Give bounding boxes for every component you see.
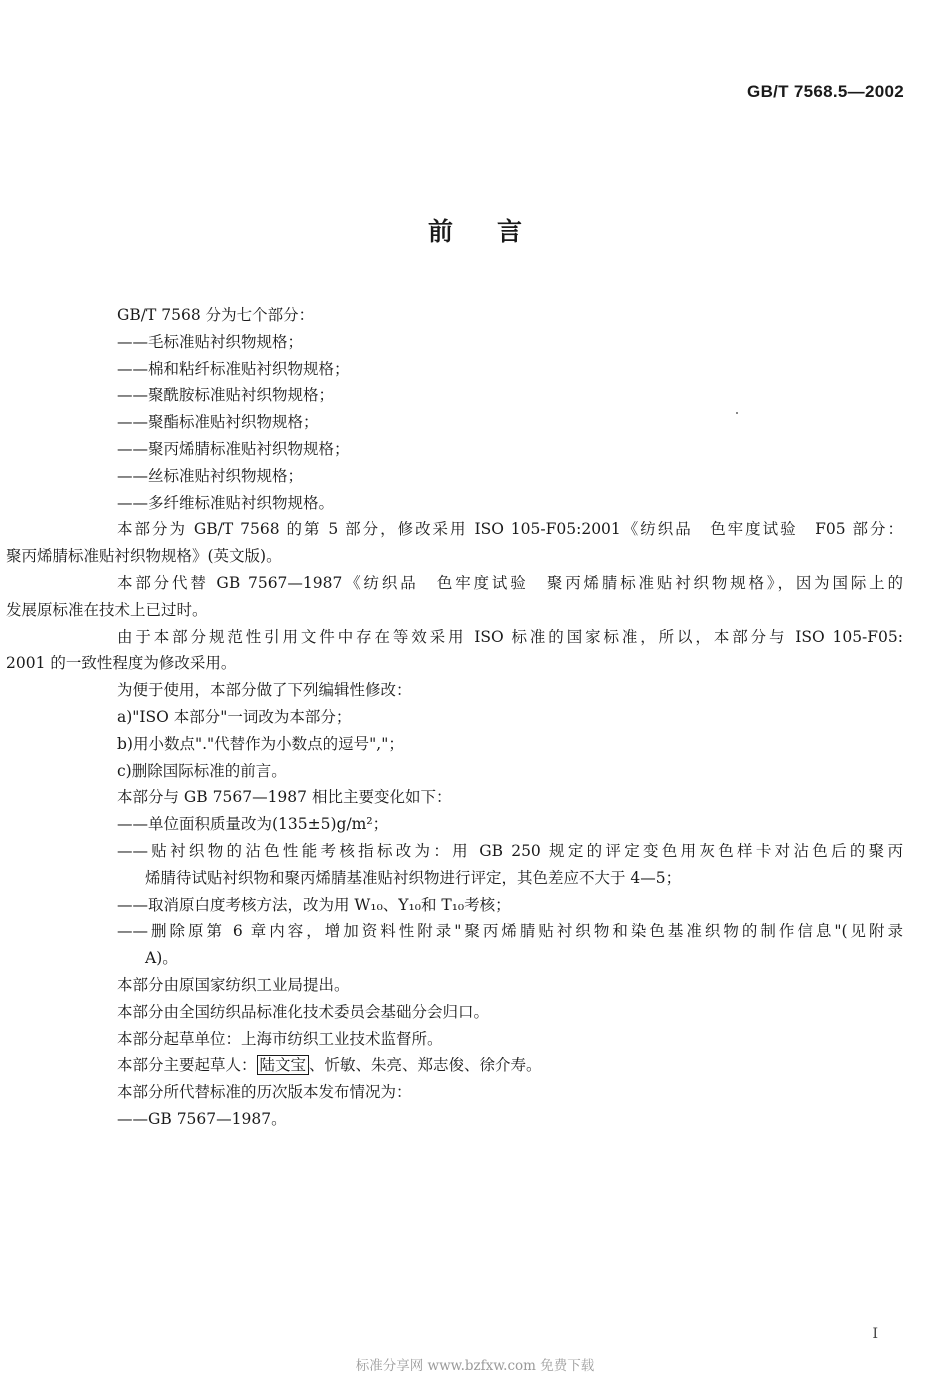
list-item: a)"ISO 本部分"一词改为本部分；: [117, 707, 352, 726]
list-item: ——删除原第 6 章内容，增加资料性附录"聚丙烯腈贴衬织物和染色基准织物的制作信息"(见附录: [117, 922, 903, 941]
text-line: ——聚丙烯腈标准贴衬织物规格；: [117, 439, 350, 458]
text-line: 为便于使用，本部分做了下列编辑性修改：: [117, 681, 412, 700]
boxed-drafter-name: 陆文宝: [257, 1055, 310, 1075]
list-item: ——GB 7567—1987。: [117, 1109, 287, 1128]
drafters-rest: 、忻敏、朱亮、郑志俊、徐介寿。: [309, 1056, 542, 1075]
text-line: 2001 的一致性程度为修改采用。: [6, 654, 237, 673]
text-line: ——丝标准贴衬织物规格；: [117, 466, 304, 485]
drafters-lead: 本部分主要起草人：: [117, 1056, 257, 1075]
text-line: 烯腈待试贴衬织物和聚丙烯腈基准贴衬织物进行评定，其色差应不大于 4—5；: [145, 868, 682, 887]
watermark-text: 标准分享网 www.bzfxw.com 免费下载: [355, 1358, 595, 1374]
page-number: I: [872, 1326, 878, 1342]
text-line: GB/T 7568 分为七个部分：: [117, 306, 315, 324]
text-line: 发展原标准在技术上已过时。: [6, 600, 208, 619]
text-line: ——毛标准贴衬织物规格；: [117, 332, 304, 351]
text-line: 本部分与 GB 7567—1987 相比主要变化如下：: [117, 788, 452, 807]
list-item: c)删除国际标准的前言。: [117, 761, 287, 780]
text-line: ——多纤维标准贴衬织物规格。: [117, 493, 335, 512]
text-line: ——聚酯标准贴衬织物规格；: [117, 413, 319, 432]
text-line: ——聚酰胺标准贴衬织物规格；: [117, 386, 335, 405]
standard-code: GB/T 7568.5—2002: [747, 82, 904, 101]
text-line: 本部分起草单位：上海市纺织工业技术监督所。: [117, 1029, 443, 1048]
list-item: ——贴衬织物的沾色性能考核指标改为：用 GB 250 规定的评定变色用灰色样卡对沾色后的聚丙: [117, 841, 903, 860]
list-item: ——取消原白度考核方法，改为用 W₁₀、Y₁₀和 T₁₀考核；: [117, 895, 511, 914]
document-body: [6, 302, 903, 1133]
text-line: 本部分所代替标准的历次版本发布情况为：: [117, 1083, 412, 1102]
text-line: 本部分代替 GB 7567—1987《纺织品 色牢度试验 聚丙烯腈标准贴衬织物规格》，因为国际上的: [117, 573, 903, 592]
text-line: A)。: [145, 949, 178, 968]
text-line: 聚丙烯腈标准贴衬织物规格》(英文版)。: [6, 547, 282, 566]
text-line: 本部分为 GB/T 7568 的第 5 部分，修改采用 ISO 105-F05:2001《纺织品 色牢度试验 F05 部分：: [117, 520, 903, 539]
text-line: 本部分由原国家纺织工业局提出。: [117, 975, 350, 994]
list-item: ——单位面积质量改为(135±5)g/m²；: [117, 815, 389, 834]
text-line: 由于本部分规范性引用文件中存在等效采用 ISO 标准的国家标准，所以，本部分与 ISO 105-F05:: [117, 627, 903, 646]
drafters-line: [117, 1052, 903, 1079]
text-line: 本部分由全国纺织品标准化技术委员会基础分会归口。: [117, 1002, 490, 1021]
list-item: b)用小数点"."代替作为小数点的逗号","；: [117, 734, 404, 753]
page-title: 前言: [427, 217, 566, 246]
text-line: ——棉和粘纤标准贴衬织物规格；: [117, 359, 350, 378]
